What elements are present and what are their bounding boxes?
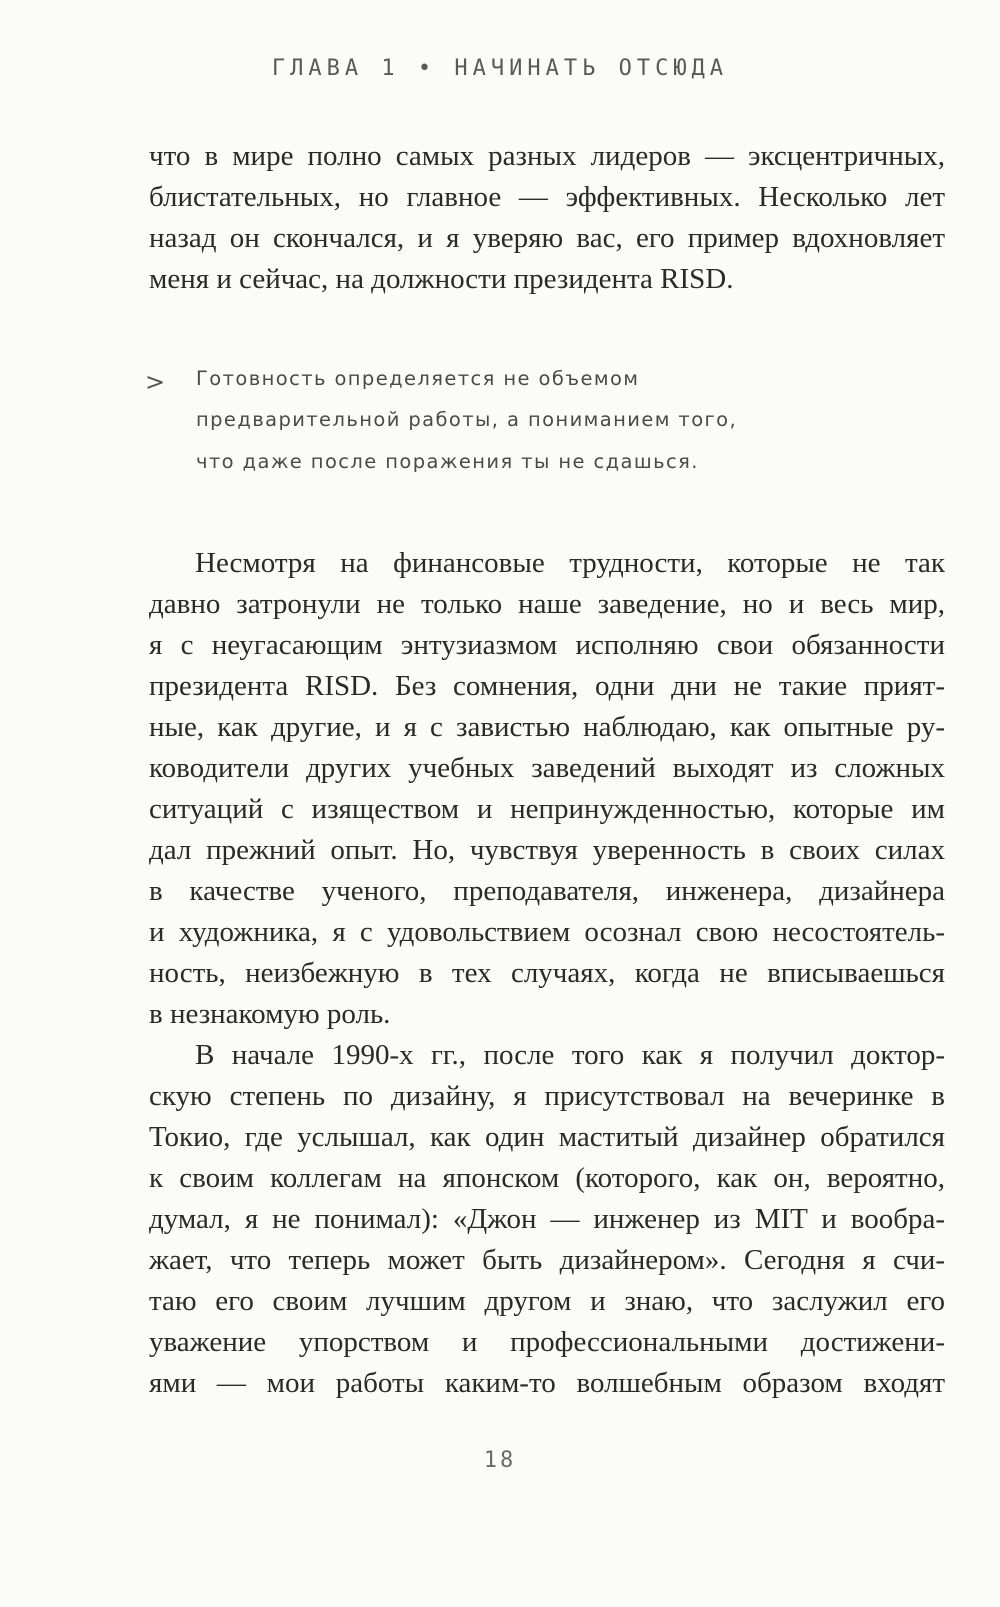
text-line: ями — мои работы каким-то волшебным образом входят bbox=[149, 1367, 945, 1399]
pullquote-line: предварительной работы, а пониманием того, bbox=[196, 408, 738, 431]
pullquote-line: Готовность определяется не объемом bbox=[196, 367, 640, 390]
text-line: я с неугасающим энтузиазмом исполняю свои обязанности bbox=[149, 629, 945, 661]
pullquote-line: что даже после поражения ты не сдашься. bbox=[196, 450, 699, 473]
text-line: ководители других учебных заведений выходят из сложных bbox=[149, 752, 945, 784]
pullquote-marker-icon: > bbox=[145, 368, 166, 396]
text-line: Несмотря на финансовые трудности, которые не так bbox=[195, 547, 945, 579]
text-line: давно затронули не только наше заведение, но и весь мир, bbox=[149, 588, 945, 620]
text-line: блистательных, но главное — эффективных. Несколько лет bbox=[149, 181, 945, 213]
text-line: к своим коллегам на японском (которого, как он, вероятно, bbox=[149, 1162, 945, 1194]
text-line: меня и сейчас, на должности президента RISD. bbox=[149, 263, 734, 295]
running-head: ГЛАВА 1 • НАЧИНАТЬ ОТСЮДА bbox=[271, 56, 729, 81]
text-line: в качестве ученого, преподавателя, инженера, дизайнера bbox=[149, 875, 945, 907]
text-line: дал прежний опыт. Но, чувствуя уверенность в своих силах bbox=[149, 834, 945, 866]
text-line: В начале 1990-х гг., после того как я получил доктор- bbox=[195, 1039, 945, 1071]
text-line: ситуаций с изяществом и непринужденностью, которые им bbox=[149, 793, 945, 825]
text-line: жает, что теперь может быть дизайнером». Сегодня я счи- bbox=[149, 1244, 945, 1276]
text-line: Токио, где услышал, как один маститый дизайнер обратился bbox=[149, 1121, 945, 1153]
text-line: уважение упорством и профессиональными достижени- bbox=[149, 1326, 945, 1358]
text-line: и художника, я с удовольствием осознал свою несостоятель- bbox=[149, 916, 945, 948]
text-line: скую степень по дизайну, я присутствовал на вечеринке в bbox=[149, 1080, 945, 1112]
text-line: ность, неизбежную в тех случаях, когда не вписываешься bbox=[149, 957, 945, 989]
text-line: в незнакомую роль. bbox=[149, 998, 391, 1030]
text-line: назад он скончался, и я уверяю вас, его пример вдохновляет bbox=[149, 222, 945, 254]
text-line: президента RISD. Без сомнения, одни дни не такие прият- bbox=[149, 670, 945, 702]
page-number: 18 bbox=[483, 1448, 517, 1473]
text-line: таю его своим лучшим другом и знаю, что заслужил его bbox=[149, 1285, 945, 1317]
text-line: ные, как другие, и я с завистью наблюдаю, как опытные ру- bbox=[149, 711, 945, 743]
text-line: думал, я не понимал): «Джон — инженер из MIT и вообра- bbox=[149, 1203, 945, 1235]
text-line: что в мире полно самых разных лидеров — эксцентричных, bbox=[149, 140, 945, 172]
